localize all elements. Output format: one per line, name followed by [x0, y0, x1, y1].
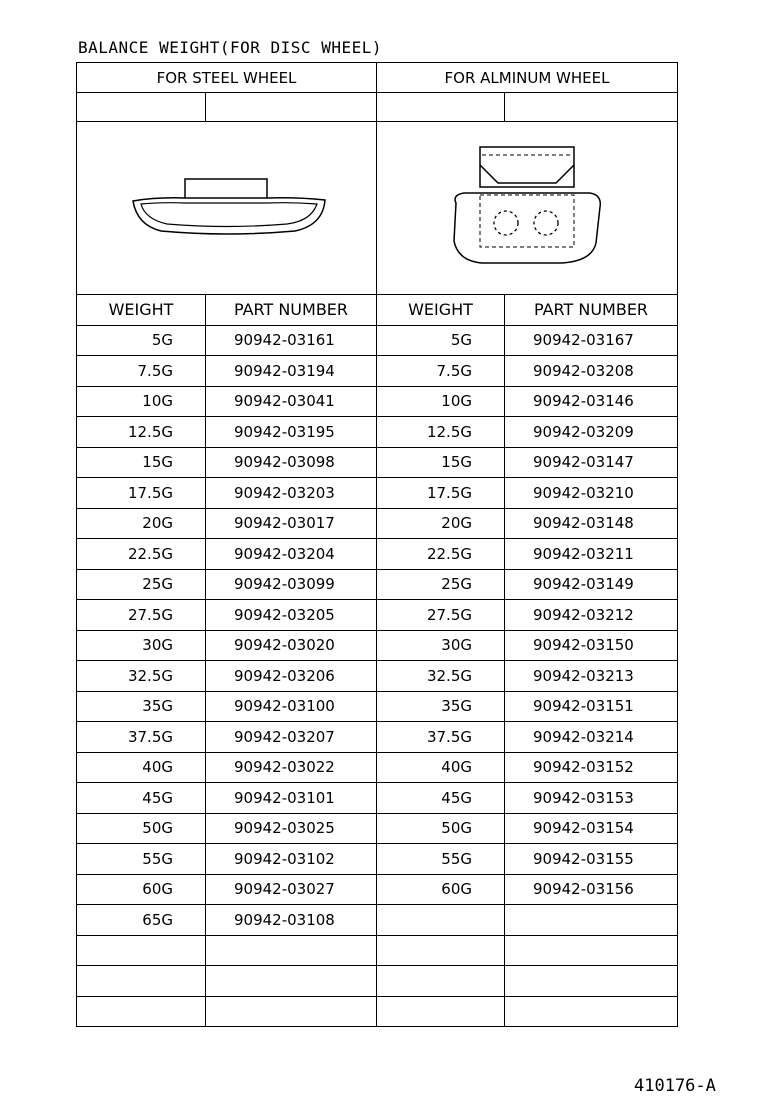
steel-weight-cell: 22.5G — [77, 539, 206, 570]
table-row — [77, 783, 678, 814]
balance-weight-table — [76, 62, 678, 1027]
aluminum-weight-cell: 37.5G — [377, 722, 505, 753]
steel-weight-cell — [77, 935, 206, 966]
aluminum-part-number-cell: 90942-03149 — [505, 569, 678, 600]
steel-part-number-cell: 90942-03099 — [206, 569, 377, 600]
steel-weight-cell: 20G — [77, 508, 206, 539]
aluminum-weight-cell: 17.5G — [377, 478, 505, 509]
aluminum-part-number-cell: 90942-03209 — [505, 417, 678, 448]
aluminum-wheel-header: FOR ALMINUM WHEEL — [377, 63, 678, 93]
aluminum-weight-cell: 22.5G — [377, 539, 505, 570]
steel-weight-cell: 30G — [77, 630, 206, 661]
steel-weight-cell: 7.5G — [77, 356, 206, 387]
aluminum-weight-cell: 25G — [377, 569, 505, 600]
aluminum-weight-cell: 7.5G — [377, 356, 505, 387]
table-row — [77, 661, 678, 692]
aluminum-weight-cell: 55G — [377, 844, 505, 875]
table-row — [77, 478, 678, 509]
aluminum-weight-cell — [377, 905, 505, 936]
steel-weight-cell — [77, 996, 206, 1027]
table-row — [77, 844, 678, 875]
table-row — [77, 356, 678, 387]
steel-part-number-cell — [206, 966, 377, 997]
steel-part-number-cell: 90942-03206 — [206, 661, 377, 692]
steel-part-number-cell: 90942-03207 — [206, 722, 377, 753]
steel-part-number-cell: 90942-03017 — [206, 508, 377, 539]
table-row — [77, 447, 678, 478]
aluminum-clip-weight-icon — [442, 143, 612, 273]
empty-cell — [77, 93, 206, 122]
steel-weight-cell: 17.5G — [77, 478, 206, 509]
aluminum-part-number-cell: 90942-03146 — [505, 386, 678, 417]
aluminum-part-number-cell: 90942-03147 — [505, 447, 678, 478]
steel-weight-cell: 12.5G — [77, 417, 206, 448]
aluminum-weight-cell — [377, 935, 505, 966]
aluminum-part-number-cell: 90942-03213 — [505, 661, 678, 692]
steel-weight-column-header: WEIGHT — [77, 295, 206, 326]
aluminum-weight-cell: 60G — [377, 874, 505, 905]
steel-part-number-cell: 90942-03203 — [206, 478, 377, 509]
aluminum-weight-cell: 35G — [377, 691, 505, 722]
aluminum-part-number-cell: 90942-03150 — [505, 630, 678, 661]
table-row — [77, 630, 678, 661]
steel-part-number-cell: 90942-03022 — [206, 752, 377, 783]
aluminum-weight-column-header: WEIGHT — [377, 295, 505, 326]
aluminum-part-number-cell: 90942-03154 — [505, 813, 678, 844]
steel-part-number-cell: 90942-03204 — [206, 539, 377, 570]
steel-part-number-cell — [206, 935, 377, 966]
steel-part-number-cell: 90942-03205 — [206, 600, 377, 631]
steel-part-number-column-header: PART NUMBER — [206, 295, 377, 326]
steel-weight-cell: 10G — [77, 386, 206, 417]
steel-part-number-cell: 90942-03195 — [206, 417, 377, 448]
table-row — [77, 569, 678, 600]
aluminum-weight-cell: 27.5G — [377, 600, 505, 631]
steel-part-number-cell — [206, 996, 377, 1027]
aluminum-part-number-cell — [505, 996, 678, 1027]
aluminum-weight-cell: 30G — [377, 630, 505, 661]
aluminum-weight-illustration — [377, 122, 678, 295]
table-row — [77, 417, 678, 448]
aluminum-weight-cell: 40G — [377, 752, 505, 783]
page-title: BALANCE WEIGHT(FOR DISC WHEEL) — [78, 38, 382, 57]
steel-weight-cell: 50G — [77, 813, 206, 844]
steel-weight-cell: 40G — [77, 752, 206, 783]
table-row — [77, 752, 678, 783]
aluminum-part-number-cell: 90942-03211 — [505, 539, 678, 570]
aluminum-part-number-cell: 90942-03208 — [505, 356, 678, 387]
aluminum-weight-cell: 15G — [377, 447, 505, 478]
aluminum-part-number-cell — [505, 935, 678, 966]
aluminum-weight-cell — [377, 996, 505, 1027]
aluminum-part-number-cell: 90942-03148 — [505, 508, 678, 539]
aluminum-part-number-cell — [505, 905, 678, 936]
table-row — [77, 386, 678, 417]
document-id: 410176-A — [634, 1076, 716, 1096]
aluminum-weight-cell: 12.5G — [377, 417, 505, 448]
steel-weight-cell: 15G — [77, 447, 206, 478]
steel-clip-weight-icon — [127, 173, 327, 243]
steel-part-number-cell: 90942-03102 — [206, 844, 377, 875]
aluminum-weight-cell: 32.5G — [377, 661, 505, 692]
steel-weight-cell: 65G — [77, 905, 206, 936]
table-row — [77, 722, 678, 753]
steel-weight-cell: 35G — [77, 691, 206, 722]
aluminum-weight-cell: 45G — [377, 783, 505, 814]
steel-weight-cell: 55G — [77, 844, 206, 875]
table-row — [77, 935, 678, 966]
aluminum-part-number-column-header: PART NUMBER — [505, 295, 678, 326]
steel-weight-cell: 45G — [77, 783, 206, 814]
aluminum-part-number-cell — [505, 966, 678, 997]
steel-part-number-cell: 90942-03108 — [206, 905, 377, 936]
illustration-row — [77, 122, 678, 295]
steel-part-number-cell: 90942-03100 — [206, 691, 377, 722]
aluminum-weight-cell: 20G — [377, 508, 505, 539]
table-row — [77, 813, 678, 844]
steel-part-number-cell: 90942-03020 — [206, 630, 377, 661]
aluminum-weight-cell: 10G — [377, 386, 505, 417]
aluminum-part-number-cell: 90942-03210 — [505, 478, 678, 509]
table-row — [77, 966, 678, 997]
aluminum-part-number-cell: 90942-03156 — [505, 874, 678, 905]
table-row — [77, 600, 678, 631]
steel-weight-cell: 27.5G — [77, 600, 206, 631]
table-row — [77, 905, 678, 936]
empty-cell — [206, 93, 377, 122]
aluminum-weight-cell: 5G — [377, 325, 505, 356]
steel-part-number-cell: 90942-03161 — [206, 325, 377, 356]
steel-part-number-cell: 90942-03025 — [206, 813, 377, 844]
steel-weight-cell: 37.5G — [77, 722, 206, 753]
steel-weight-cell: 32.5G — [77, 661, 206, 692]
steel-part-number-cell: 90942-03041 — [206, 386, 377, 417]
aluminum-part-number-cell: 90942-03212 — [505, 600, 678, 631]
steel-part-number-cell: 90942-03101 — [206, 783, 377, 814]
aluminum-part-number-cell: 90942-03155 — [505, 844, 678, 875]
steel-weight-cell: 5G — [77, 325, 206, 356]
steel-part-number-cell: 90942-03027 — [206, 874, 377, 905]
table-row — [77, 508, 678, 539]
table-row — [77, 539, 678, 570]
steel-wheel-header: FOR STEEL WHEEL — [77, 63, 377, 93]
aluminum-part-number-cell: 90942-03167 — [505, 325, 678, 356]
aluminum-part-number-cell: 90942-03151 — [505, 691, 678, 722]
table-row — [77, 874, 678, 905]
empty-cell — [377, 93, 505, 122]
steel-weight-illustration — [77, 122, 377, 295]
aluminum-weight-cell: 50G — [377, 813, 505, 844]
empty-cell — [505, 93, 678, 122]
table-row — [77, 996, 678, 1027]
table-row — [77, 325, 678, 356]
steel-weight-cell — [77, 966, 206, 997]
steel-part-number-cell: 90942-03194 — [206, 356, 377, 387]
aluminum-part-number-cell: 90942-03152 — [505, 752, 678, 783]
steel-weight-cell: 60G — [77, 874, 206, 905]
steel-part-number-cell: 90942-03098 — [206, 447, 377, 478]
table-row — [77, 691, 678, 722]
section-header-row — [77, 63, 678, 93]
steel-weight-cell: 25G — [77, 569, 206, 600]
aluminum-part-number-cell: 90942-03214 — [505, 722, 678, 753]
aluminum-weight-cell — [377, 966, 505, 997]
spacer-row — [77, 93, 678, 122]
column-header-row — [77, 295, 678, 326]
aluminum-part-number-cell: 90942-03153 — [505, 783, 678, 814]
